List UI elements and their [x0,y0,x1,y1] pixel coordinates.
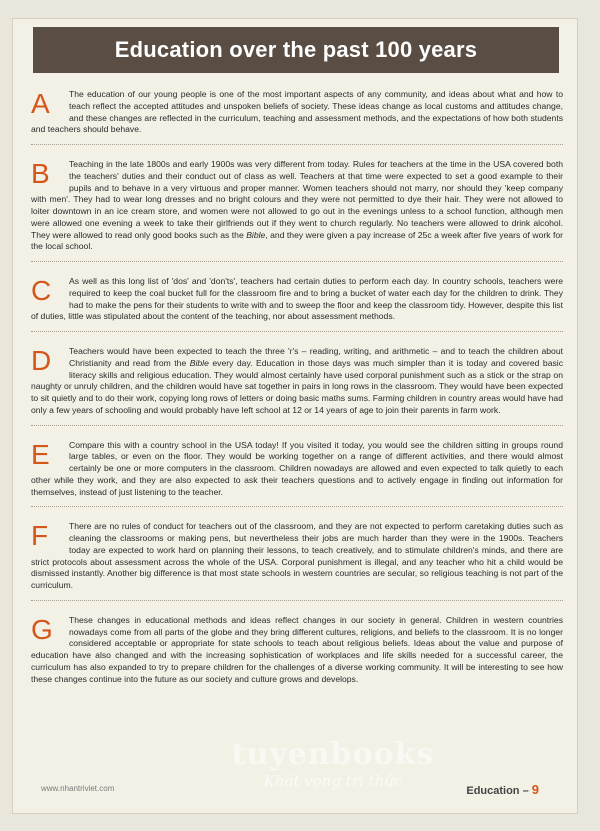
watermark-tagline: Khát vọng tri thức [263,772,403,790]
section-letter: G [31,613,53,645]
page [12,18,578,814]
paragraph-text: As well as this long list of 'dos' and 'don'ts', teachers had certain duties to perform each day. In country schools, teachers were required to keep the coal bucket full for the classroom fire and to bring a bucket of water each day for the children to drink. They had to make the pens for their students to write with and to sweep the floor and keep the classroom tidy. However, despite this list of duties, little was stipulated about the content of the teaching, nor about assessment methods. [31,276,563,322]
paragraph-b [31,155,563,262]
footer-website: www.nhantriviet.com [41,784,115,793]
paragraph-c [31,272,563,332]
paragraph-a [31,85,563,145]
page-number: 9 [531,782,539,797]
section-letter: E [31,438,50,470]
italic-term: Bible [189,357,209,368]
footer-section: Education – [466,785,532,797]
text-segment: Teachers would have been expected to teach the three 'r's – reading, writing, and arithmetic – and to teach the children about Christianity and read from the [69,346,563,368]
text-segment: , and they were given a pay increase of 25c a week after five years of work for the local school. [31,229,563,252]
paragraph-text: These changes in educational methods and ideas reflect changes in our society in general. Children in western countries nowadays come from all parts of the globe and they bring different cultures, religions, and beliefs to the classroom. It is no longer considered acceptable or appropriate for state schools to teach about religious beliefs. Ideas about the value and purpose of education have also changed and with the increasing sophistication of workplaces and life skills needed for a successful career, the curriculum has also expanded to try to prepare children for the challenges of a diverse working community. It will be interesting to see how these changes continue into the future as our society and culture grows and develops. [31,614,563,684]
watermark-brand: tuyenbooks [231,737,435,772]
paragraph-g [31,611,563,694]
footer-page-label [466,782,539,797]
italic-term: Bible [246,229,266,240]
page-title: Education over the past 100 years [33,27,559,73]
section-letter: F [31,520,49,552]
paragraph-text: Compare this with a country school in the USA today! If you visited it today, you would see the children sitting in groups round large tables, or even on the floor. They would be working together on a range of different activities, and there would almost certainly be one or more computers in the classroom. Children nowadays are allowed and even expected to talk quietly to each other while they work, and they are also expected to ask their teachers questions and to actively engage in finding out information for themselves, instead of just listening to the teacher. [31,439,563,497]
paragraph-text [31,159,563,253]
paragraph-d [31,342,563,426]
section-letter: D [31,345,52,376]
watermark [203,737,463,790]
section-letter: C [31,275,52,306]
section-letter: B [31,158,50,189]
paragraph-text: There are no rules of conduct for teachers out of the classroom, and they are not expected to perform caretaking duties such as cleaning the classrooms or making pens, but nevertheless their jobs are much harder than they were in the 1900s. Teachers today are expected to work hard on planning their lessons, to teach creatively, and to stimulate children's minds, and there are strict protocols about assessment across the whole of the USA. Corporal punishment is illegal, and any teacher who hit a child would be dismissed instantly. Another big difference is that most state schools in western countries are secular, so religious teaching is not part of the curriculum. [31,521,563,590]
paragraph-e [31,436,563,508]
paragraph-text: The education of our young people is one of the most important aspects of any community, and ideas about what and how to teach reflect the accepted attitudes and unspoken beliefs of society. These ideas change as local customs and attitudes change, and these changes are reflected in the curriculum, teaching and assessment methods, and the expectations of how both students and teachers should behave. [31,89,563,135]
paragraph-text [31,346,563,417]
text-segment: Teaching in the late 1800s and early 1900s was very different from today. Rules for teachers at the time in the USA covered both the teachers' duties and their conduct out of class as well. Teachers at that time were expected to set a good example to their pupils and to behave in a very virtuous and proper manner. Women teachers should not marry, nor should they 'keep company with men'. They had to wear long dresses and no bright colours and they were not permitted to dye their hair. They were not allowed to loiter downtown in an ice cream store, and women were not allowed to go out in the evenings unless to a school function, although men were allowed one evening a week to take their girlfriends out if they went to church regularly. No teachers were allowed to drink alcohol. They were allowed to read only good books such as the [31,159,563,240]
text-segment: every day. Education in those days was much simpler than it is today and covered basic literacy skills and religious education. They would almost certainly have used corporal punishment such as a stick or the strap on naughty or unruly children, and the children would have sat together in pairs in long rows in the classroom. They would have been expected to sit quietly and to do their work, copying long rows of letters or doing basic maths sums. Farming children in country areas would have had only a few years of schooling and would probably have left school at 12 or 14 years of age to join their parents in farm work. [31,357,563,415]
paragraph-f [31,517,563,601]
section-letter: A [31,88,50,119]
article-body [31,85,563,703]
